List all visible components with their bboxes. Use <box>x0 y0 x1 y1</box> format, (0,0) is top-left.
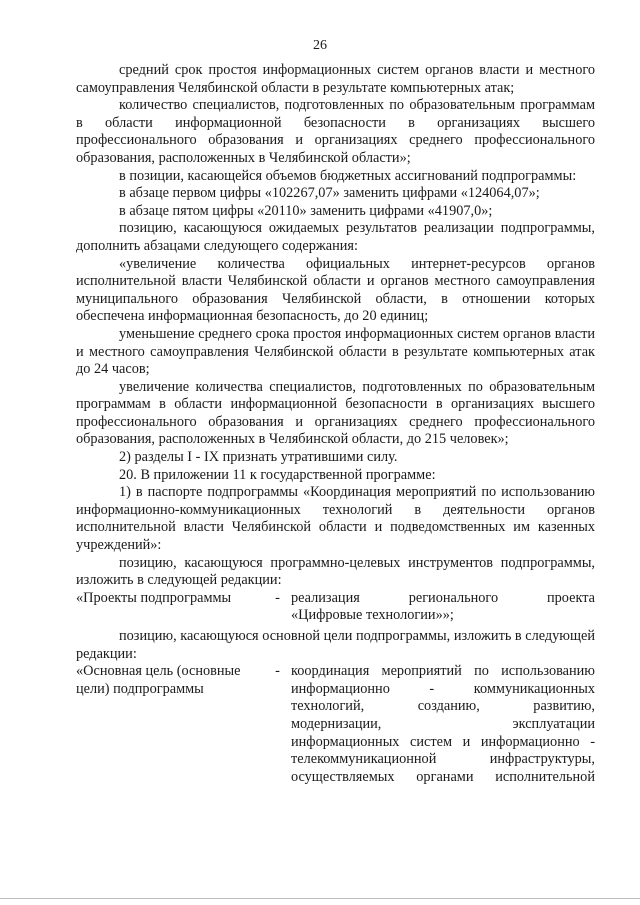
projects-value <box>291 590 595 625</box>
value-line: осуществляемых органами исполнительной <box>291 768 595 785</box>
document-body <box>76 62 595 786</box>
main-goal-label: «Основная цель (основные цели) подпрограммы <box>76 663 241 697</box>
value-line: модернизации, эксплуатации <box>291 715 595 732</box>
paragraph: в абзаце первом цифры «102267,07» заменить цифрами «124064,07»; <box>119 185 540 202</box>
page-number: 26 <box>313 38 327 53</box>
projects-table-row <box>76 590 595 625</box>
paragraph: 2) разделы I - IX признать утратившими силу. <box>119 449 398 466</box>
paragraph: 20. В приложении 11 к государственной программе: <box>119 466 436 483</box>
value-line: информационных систем и информационно - <box>291 733 595 750</box>
main-goal-table-row <box>76 663 595 786</box>
paragraph: «увеличение количества официальных интернет-ресурсов органов исполнительной власти Челябинской области и органов местного самоуправления муниципального образования Челябинской области, в отношении которых обеспечена информационная безопасность, до 20 единиц; <box>76 255 595 325</box>
dash: - <box>275 589 280 606</box>
value-line: информационно - коммуникационных <box>291 680 595 697</box>
projects-label: «Проекты подпрограммы <box>76 589 232 606</box>
page-edge-line <box>0 898 640 899</box>
paragraph: позицию, касающуюся программно-целевых инструментов подпрограммы, изложить в следующей редакции: <box>76 554 595 589</box>
value-line: координация мероприятий по использованию <box>291 663 595 680</box>
dash: - <box>275 663 280 680</box>
main-goal-value <box>291 663 595 786</box>
paragraph: количество специалистов, подготовленных по образовательным программам в области информационной безопасности в организациях высшего профессионального образования и организациях среднего профессионального образования, расположенных в Челябинской области»; <box>76 97 595 166</box>
paragraph: уменьшение среднего срока простоя информационных систем органов власти и местного самоуправления Челябинской области в результате компьютерных атак до 24 часов; <box>76 325 595 378</box>
value-line: технологий, созданию, развитию, <box>291 698 595 715</box>
paragraph: 1) в паспорте подпрограммы «Координация мероприятий по использованию информационно-коммуникационных технологий в деятельности органов исполнительной власти Челябинской области и подведомственных им казенных учреждений»: <box>76 484 595 554</box>
value-line: реализация регионального проекта <box>291 589 595 606</box>
value-line: «Цифровые технологии»»; <box>291 607 454 624</box>
paragraph: в позиции, касающейся объемов бюджетных ассигнований подпрограммы: <box>119 167 577 184</box>
paragraph: позицию, касающуюся ожидаемых результатов реализации подпрограммы, дополнить абзацами следующего содержания: <box>76 220 595 254</box>
value-line: телекоммуникационной инфраструктуры, <box>291 751 595 768</box>
paragraph: средний срок простоя информационных систем органов власти и местного самоуправления Челябинской области в результате компьютерных атак; <box>76 62 595 96</box>
paragraph: увеличение количества специалистов, подготовленных по образовательным программам в области информационной безопасности в организациях высшего профессионального образования и организациях среднего профессионального образования, расположенных в Челябинской области, до 215 человек»; <box>76 378 595 448</box>
paragraph: в абзаце пятом цифры «20110» заменить цифрами «41907,0»; <box>119 202 493 219</box>
paragraph: позицию, касающуюся основной цели подпрограммы, изложить в следующей редакции: <box>76 628 595 662</box>
